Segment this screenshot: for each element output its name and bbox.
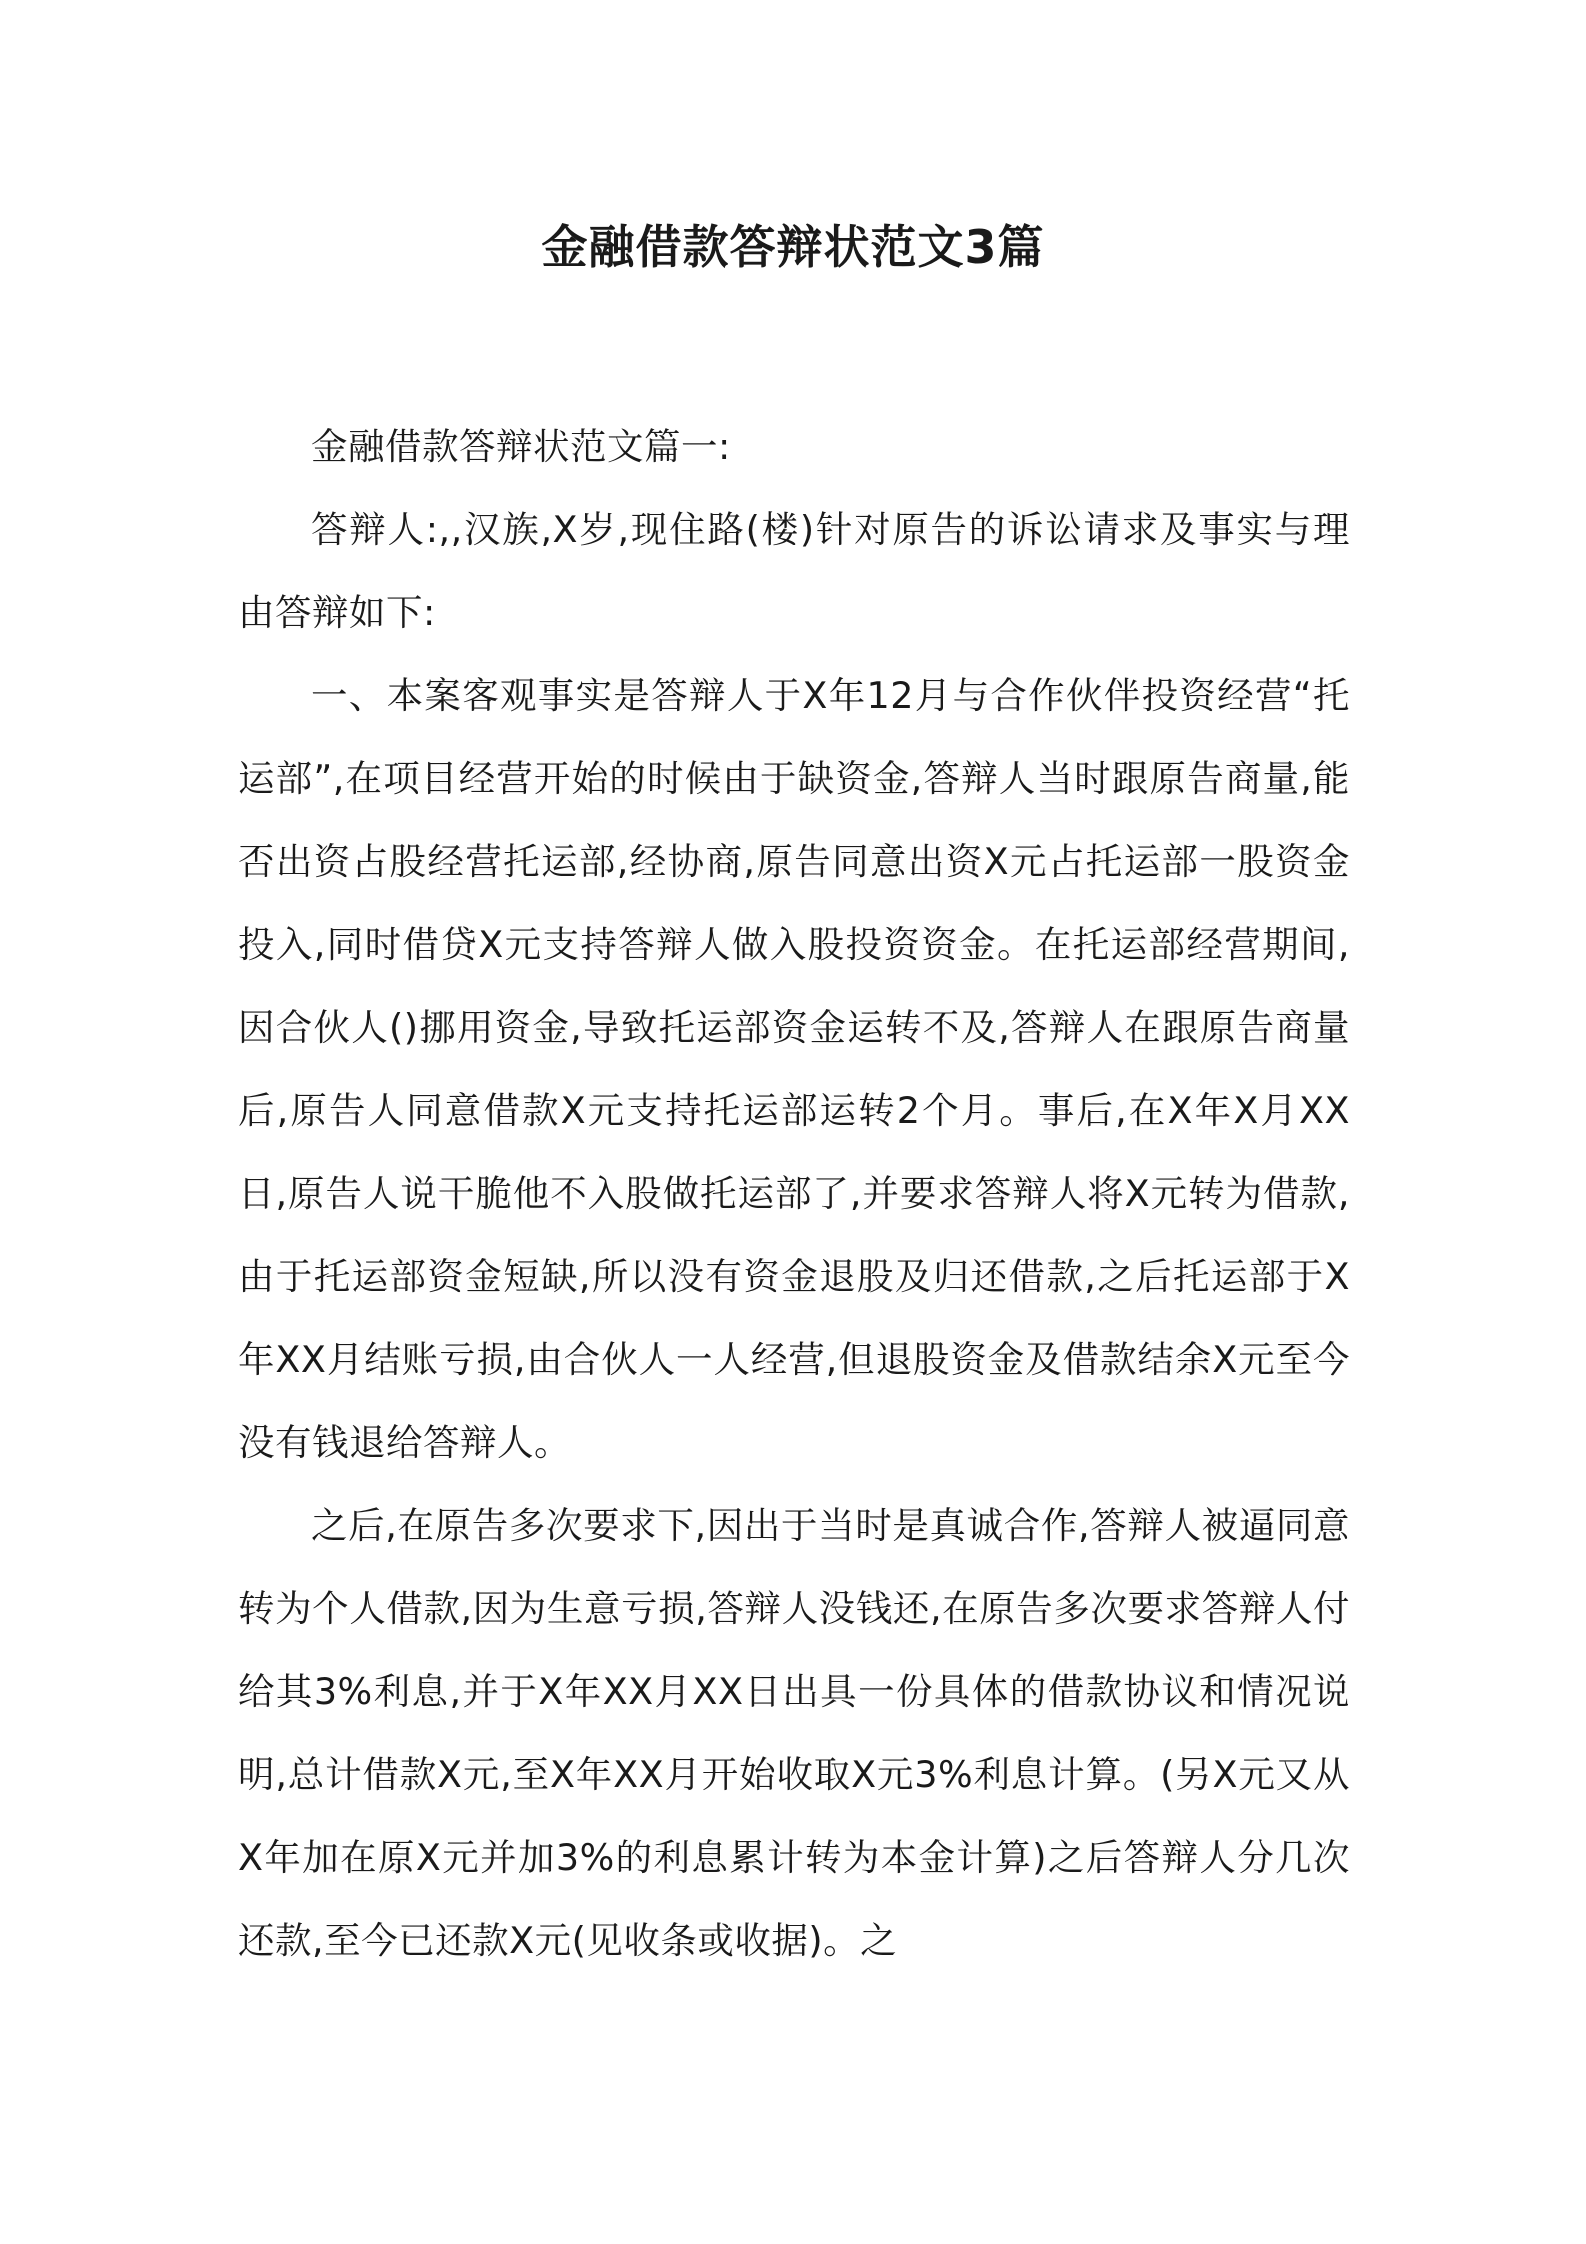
paragraph-facts: 一、本案客观事实是答辩人于X年12月与合作伙伴投资经营“托运部”,在项目经营开始的时候由于缺资金,答辩人当时跟原告商量,能否出资占股经营托运部,经协商,原告同意出资X元占托运部一股资金投入,同时借贷X元支持答辩人做入股投资资金。在托运部经营期间,因合伙人()挪用资金,导致托运部资金运转不及,答辩人在跟原告商量后,原告人同意借款X元支持托运部运转2个月。事后,在X年X月XX日,原告人说干脆他不入股做托运部了,并要求答辩人将X元转为借款,由于托运部资金短缺,所以没有资金退股及归还借款,之后托运部于X年XX月结账亏损,由合伙人一人经营,但退股资金及借款结余X元至今没有钱退给答辩人。 [238, 674, 1350, 1464]
paragraph-loan: 之后,在原告多次要求下,因出于当时是真诚合作,答辩人被逼同意转为个人借款,因为生意亏损,答辩人没钱还,在原告多次要求答辩人付给其3%利息,并于X年XX月XX日出具一份具体的借款协议和情况说明,总计借款X元,至X年XX月开始收取X元3%利息计算。(另X元又从X年加在原X元并加3%的利息累计转为本金计算)之后答辩人分几次还款,至今已还款X元(见收条或收据)。之 [238, 1504, 1350, 1962]
paragraph-respondent: 答辩人:,,汉族,X岁,现住路(楼)针对原告的诉讼请求及事实与理由答辩如下: [238, 508, 1350, 634]
document-body [238, 405, 1350, 1982]
paragraph-heading: 金融借款答辩状范文篇一: [311, 425, 731, 468]
document-title: 金融借款答辩状范文3篇 [541, 220, 1045, 274]
